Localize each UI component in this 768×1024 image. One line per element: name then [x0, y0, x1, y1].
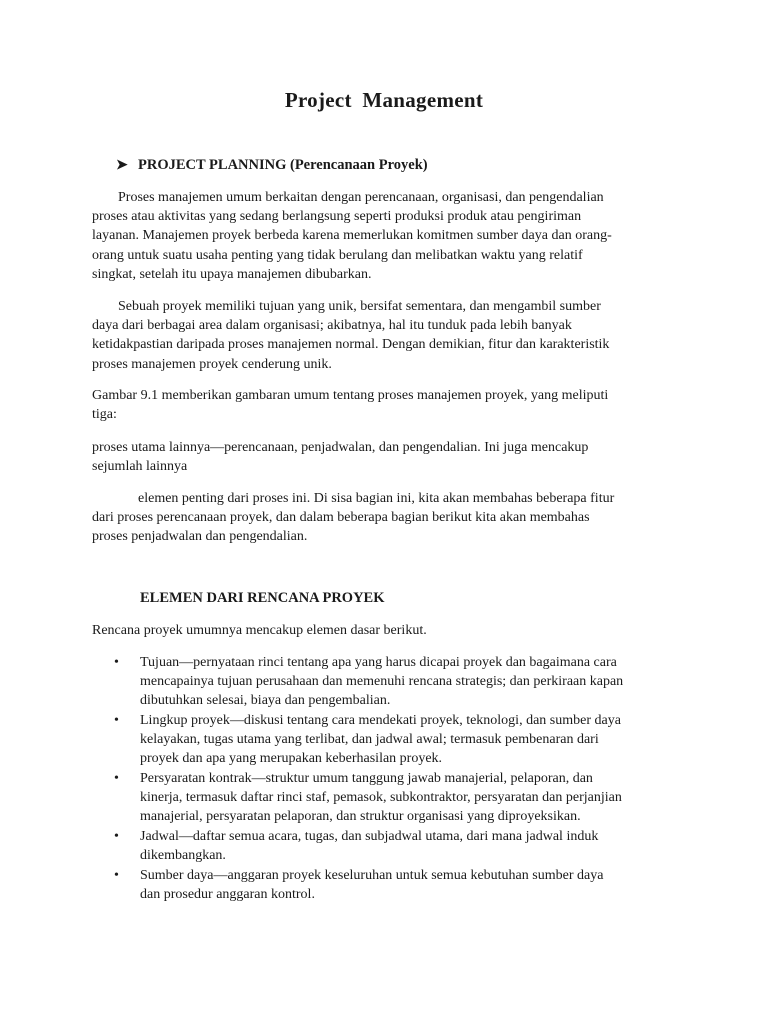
list-item-line: kinerja, termasuk daftar rinci staf, pemasok, subkontraktor, persyaratan dan perjanjian	[140, 790, 622, 806]
bullet-list	[92, 653, 692, 905]
paragraph-line: proses utama lainnya—perencanaan, penjadwalan, dan pengendalian. Ini juga mencakup	[92, 440, 589, 455]
bullet-dot-icon: •	[114, 867, 119, 883]
list-item-line: Lingkup proyek—diskusi tentang cara mendekati proyek, teknologi, dan sumber daya	[140, 713, 621, 728]
section-intro	[92, 621, 682, 640]
paragraph-3	[92, 386, 682, 424]
paragraph-line: Sebuah proyek memiliki tujuan yang unik, bersifat sementara, dan mengambil sumber	[118, 299, 601, 314]
paragraph-line: ketidakpastian daripada proses manajemen normal. Dengan demikian, fitur dan karakteristik	[92, 337, 610, 353]
paragraph-line: Proses manajemen umum berkaitan dengan perencanaan, organisasi, dan pengendalian	[118, 190, 604, 205]
section-heading-text: PROJECT PLANNING (Perencanaan Proyek)	[138, 157, 428, 173]
list-item-line: Sumber daya—anggaran proyek keseluruhan untuk semua kebutuhan sumber daya	[140, 867, 604, 883]
arrow-bullet-icon: ➤	[116, 158, 128, 173]
paragraph-line: proses penjadwalan dan pengendalian.	[92, 529, 308, 545]
paragraph-line: tiga:	[92, 407, 117, 423]
list-item-line: manajerial, persyaratan pelaporan, dan struktur organisasi yang diproyeksikan.	[140, 809, 581, 825]
paragraph-line: sejumlah lainnya	[92, 459, 188, 475]
section-heading-project-planning	[116, 157, 428, 174]
list-item	[92, 769, 692, 827]
list-item-line: kelayakan, tugas utama yang terlibat, dan jadwal awal; termasuk pembenaran dari	[140, 732, 599, 748]
paragraph-line: Rencana proyek umumnya mencakup elemen dasar berikut.	[92, 623, 427, 638]
list-item	[92, 711, 692, 769]
list-item-line: mencapainya tujuan perusahaan dan memenuhi rencana strategis; dan perkiraan kapan	[140, 674, 624, 690]
paragraph-5	[92, 489, 682, 547]
paragraph-line: singkat, setelah itu upaya manajemen dibubarkan.	[92, 266, 372, 282]
paragraph-line: orang untuk suatu usaha penting yang tidak berulang dan melibatkan waktu yang relatif	[92, 247, 583, 263]
list-item	[92, 653, 692, 711]
list-item-line: dan prosedur anggaran kontrol.	[140, 887, 315, 902]
paragraph-line: dari proses perencanaan proyek, dan dalam beberapa bagian berikut kita akan membahas	[92, 510, 590, 526]
list-item	[92, 866, 692, 904]
list-item-line: Jadwal—daftar semua acara, tugas, dan subjadwal utama, dari mana jadwal induk	[140, 829, 599, 844]
section-heading-elemen: ELEMEN DARI RENCANA PROYEK	[140, 590, 385, 606]
bullet-dot-icon: •	[114, 655, 119, 670]
paragraph-4	[92, 438, 682, 476]
paragraph-line: Gambar 9.1 memberikan gambaran umum tentang proses manajemen proyek, yang meliputi	[92, 388, 609, 403]
bullet-dot-icon: •	[114, 771, 119, 786]
list-item	[92, 827, 692, 865]
paragraph-line: layanan. Manajemen proyek berbeda karena memerlukan komitmen sumber daya dan orang-	[92, 228, 612, 244]
bullet-dot-icon: •	[114, 829, 119, 844]
bullet-dot-icon: •	[114, 713, 119, 728]
paragraph-2	[92, 297, 682, 374]
list-item-line: Persyaratan kontrak—struktur umum tanggung jawab manajerial, pelaporan, dan	[140, 771, 593, 786]
document-title: Project Management	[284, 88, 484, 112]
list-item-line: proyek dan apa yang merupakan keberhasilan proyek.	[140, 751, 443, 767]
paragraph-1	[92, 188, 682, 284]
list-item-line: Tujuan—pernyataan rinci tentang apa yang harus dicapai proyek dan bagaimana cara	[140, 655, 617, 670]
paragraph-line: elemen penting dari proses ini. Di sisa bagian ini, kita akan membahas beberapa fitur	[138, 491, 615, 506]
list-item-line: dikembangkan.	[140, 848, 226, 864]
list-item-line: dibutuhkan selesai, biaya dan pengembalian.	[140, 693, 391, 709]
paragraph-line: daya dari berbagai area dalam organisasi; akibatnya, hal itu tunduk pada lebih banyak	[92, 318, 572, 334]
paragraph-line: proses atau aktivitas yang sedang berlangsung seperti produksi produk atau pengiriman	[92, 209, 582, 225]
paragraph-line: proses manajemen proyek cenderung unik.	[92, 356, 332, 372]
